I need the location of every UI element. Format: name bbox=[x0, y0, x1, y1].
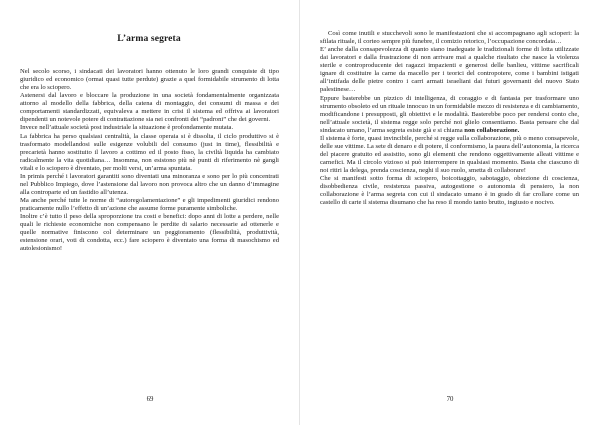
bold-phrase: non collaborazione. bbox=[464, 126, 520, 134]
paragraph: La fabbrica ha perso qualsiasi centralità, la classe operaia si è dissolta, il ciclo produttivo si è trasformato modellandosi sulle esigenze volubili del consumo (just in time), flessibilità e precarietà hanno sostituito il lavoro a cottimo ed il posto fisso, la civiltà liquida ha cambiato radicalmente la vita quotidiana… Insomma, non esistono più nè punti di riferimento nè gangli vitali e lo sciopero è diventato, per molti versi, un’arma spuntata. bbox=[20, 132, 279, 172]
page-number: 69 bbox=[146, 396, 154, 403]
chapter-title: L’arma segreta bbox=[117, 33, 181, 44]
paragraph: Che si manifesti sotto forma di sciopero, boicottaggio, sabotaggio, obiezione di coscienza, disobbedienza civile, resistenza passiva, autogestione o autonomia di pensiero, la non collaborazione è l’arma segreta con cui il sindacato umano è in grado di far crollare come un castello di carte il sistema disumano che ha reso il mondo tanto brutto, ingiusto e nocivo. bbox=[320, 175, 579, 207]
right-body-text bbox=[320, 30, 579, 207]
paragraph: Ma anche perché tutte le norme di “autoregolamentazione” e gli impedimenti giuridici rendono praticamente nullo l’effetto di un’azione che assume forme puramente simboliche. bbox=[20, 197, 279, 213]
paragraph bbox=[320, 95, 579, 135]
paragraph: Il sistema è forte, quasi invincibile, perché si regge sulla collaborazione, più o meno consapevole, delle sue vittime. La sete di denaro e di potere, il conformismo, la paura dell’autonomia, la ricerca del piacere gratuito ed assistito, sono gli elementi che rendono oggettivamente alleati vittime e carnefici. Ma il circolo vizioso si può interrompere in qualsiasi momento. Basta che ciascuno di noi ritiri la delega, prenda coscienza, neghi il suo ruolo, smetta di collaborare! bbox=[320, 134, 579, 175]
paragraph: Nel secolo scorso, i sindacati dei lavoratori hanno ottenuto le loro grandi conquiste di tipo giuridico ed economico (ormai quasi tutte perdute) grazie a quel formidabile strumento di lotta che era lo sciopero. bbox=[20, 68, 279, 92]
paragraph: In primis perché i lavoratori garantiti sono diventati una minoranza e sono per lo più concentrati nel Pubblico Impiego, dove l’astensione dal lavoro non provoca altro che un danno d’immagine alla controparte ed un fastidio all’utenza. bbox=[20, 172, 279, 196]
paragraph: E’ anche dalla consapevolezza di quanto siano inadeguate le tradizionali forme di lotta utilizzate dai lavoratori e dalla frustrazione di non arrivare mai a qualche risultato che nasce la violenza sterile e controproducente dei ragazzi impazienti e generosi delle banlieu, vittime sacrificali ignare di costituire la carne da macello per i teorici del contropotere, come i bambini istigati all’intifada delle pietre contro i carri armati israeliani dai futuri governanti del nuovo Stato palestinese… bbox=[320, 46, 579, 94]
paragraph: Astenersi dal lavoro e bloccare la produzione in una società fondamentalmente organizzata attorno al modello della fabbrica, della catena di montaggio, dei consumi di massa e dei comportamenti standardizzati, equivaleva a mettere in crisi il sistema ed offriva ai lavoratori dipendenti un notevole potere di contrattazione sia nei confronti dei “padroni” che dei governi. bbox=[20, 92, 279, 124]
paragraph: Inoltre c’è tutto il peso della sproporzione tra costi e benefici: dopo anni di lotte a perdere, nelle quali le richieste economiche non compensano le perdite di salario necessarie ad ottenerle e quelle normative finiscono col determinare un peggioramento (flessibilità, produttività, estensione orari, voti di condotta, ecc.) fare sciopero è diventato una forma di masochismo ed autolesionismo! bbox=[20, 213, 279, 253]
page-number: 70 bbox=[446, 396, 454, 403]
left-body-text bbox=[20, 68, 279, 253]
paragraph-text: Eppure basterebbe un pizzico di intelligenza, di coraggio e di fantasia per trasformare uno strumento obsoleto ed un rituale innocuo in un formidabile mezzo di resistenza e di cambiamento, modificandone i presupposti, gli obiettivi e le modalità. Basterebbe poco per rendersi conto che, nell’attuale società, il sistema regge solo perché noi glielo consentiamo. Basta pensare che dal sindacato umano, l’arma segreta esiste già e si chiama bbox=[320, 94, 579, 134]
right-page bbox=[300, 0, 600, 425]
paragraph: Invece nell’attuale società post industriale la situazione è profondamente mutata. bbox=[20, 124, 234, 132]
paragraph: Così come inutili e stucchevoli sono le manifestazioni che si accompagnano agli scioperi: la sfilata rituale, il corteo sempre più funebre, il comizio retorico, l’occupazione concordata… bbox=[320, 30, 579, 46]
